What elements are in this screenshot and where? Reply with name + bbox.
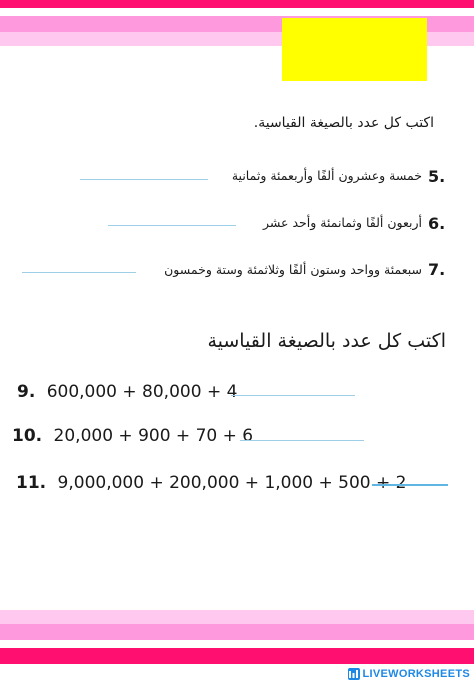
bottom-stripe-hot-pink: [0, 648, 474, 664]
item-7-text: سبعمئة وواحد وستون ألفًا وثلاثمئة وستة وخمسون: [164, 262, 422, 277]
item-6-number: 6.: [428, 214, 446, 233]
item-5-answer-line[interactable]: [80, 179, 208, 180]
liveworksheets-logo-icon: [348, 668, 360, 680]
item-10-expression: 20,000 + 900 + 70 + 6: [53, 426, 254, 446]
item-6-answer-line[interactable]: [108, 225, 236, 226]
item-9-expression: 600,000 + 80,000 + 4: [46, 382, 238, 402]
item-9: [17, 382, 237, 402]
section2-instruction: اكتب كل عدد بالصيغة القياسية: [207, 330, 446, 352]
bottom-stripe-pale-pink: [0, 610, 474, 624]
section1-instruction: اكتب كل عدد بالصيغة القياسية.: [253, 115, 434, 131]
top-stripe-hot-pink: [0, 0, 474, 8]
item-10-answer-line[interactable]: [240, 440, 364, 441]
item-7-answer-line[interactable]: [22, 272, 136, 273]
item-7-number: 7.: [428, 260, 446, 279]
liveworksheets-logo[interactable]: [348, 667, 471, 681]
item-6-text: أربعون ألفًا وثمانمئة وأحد عشر: [263, 215, 422, 230]
item-11-answer-line[interactable]: [372, 484, 448, 486]
item-10: [12, 426, 253, 446]
top-stripe-light-pink: [0, 8, 474, 16]
bottom-stripe-light-pink: [0, 624, 474, 640]
highlight-box: [282, 18, 427, 81]
item-11-expression: 9,000,000 + 200,000 + 1,000 + 500 + 2: [57, 473, 407, 493]
item-5-text: خمسة وعشرون ألفًا وأربعمئة وثمانية: [231, 168, 422, 183]
item-9-answer-line[interactable]: [231, 395, 355, 396]
item-9-number: 9.: [17, 382, 36, 402]
item-10-number: 10.: [12, 426, 43, 446]
item-5-number: 5.: [428, 167, 446, 186]
liveworksheets-logo-text: LIVEWORKSHEETS: [362, 668, 470, 680]
item-11: [16, 473, 407, 493]
bottom-stripe-white: [0, 640, 474, 648]
item-11-number: 11.: [16, 473, 47, 493]
